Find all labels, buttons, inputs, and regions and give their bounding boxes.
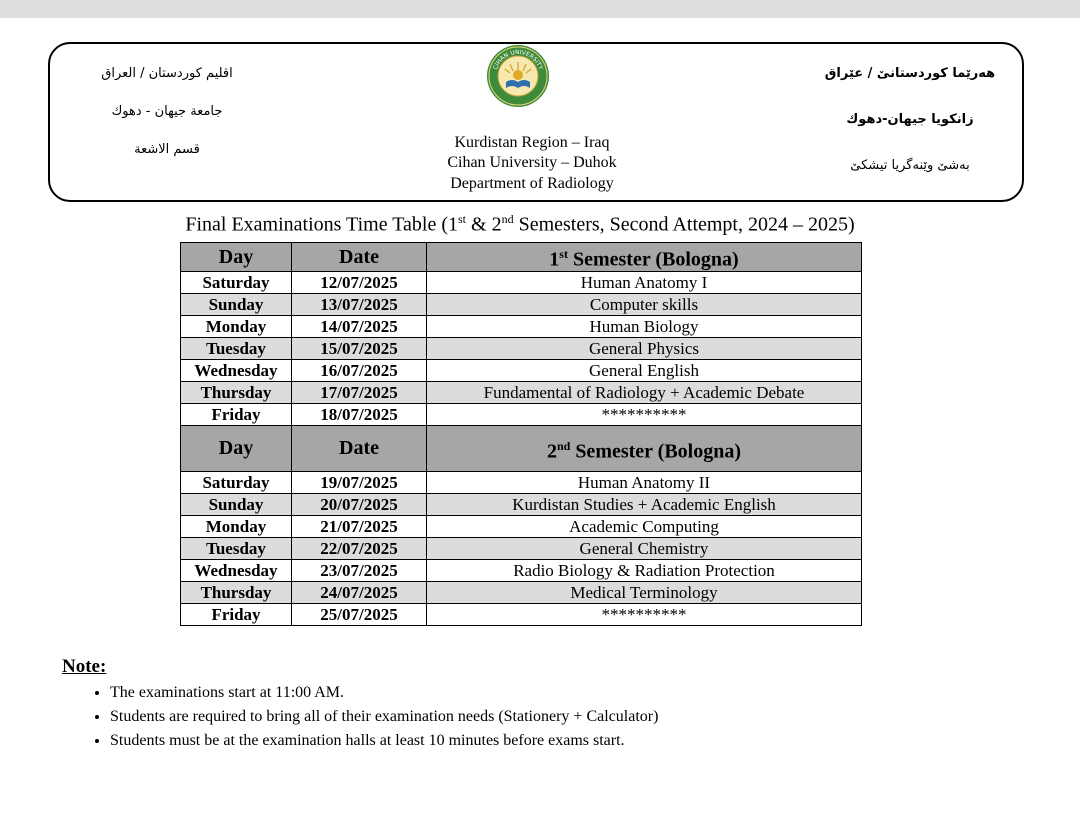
table-row — [181, 582, 862, 604]
date-cell: 19/07/2025 — [292, 472, 427, 494]
date-column-header: Date — [292, 425, 427, 472]
table-row — [181, 516, 862, 538]
date-cell: 13/07/2025 — [292, 293, 427, 315]
table-row — [181, 538, 862, 560]
day-cell: Friday — [181, 604, 292, 626]
day-cell: Monday — [181, 516, 292, 538]
subject-cell: ********** — [427, 604, 862, 626]
kurdish-university: زانکویا جیهان-دهوك — [846, 112, 974, 127]
subject-cell: Academic Computing — [427, 516, 862, 538]
day-cell: Tuesday — [181, 538, 292, 560]
date-cell: 15/07/2025 — [292, 337, 427, 359]
table-row — [181, 604, 862, 626]
table-row — [181, 315, 862, 337]
semester1-header: 1st Semester (Bologna) — [427, 243, 862, 272]
english-university: Cihan University – Duhok — [447, 154, 617, 171]
date-cell: 18/07/2025 — [292, 403, 427, 425]
note-title: Note: — [62, 656, 107, 677]
logo-text: CIHAN UNIVERSITY — [492, 48, 544, 71]
date-cell: 22/07/2025 — [292, 538, 427, 560]
day-cell: Tuesday — [181, 337, 292, 359]
date-cell: 12/07/2025 — [292, 271, 427, 293]
day-cell: Saturday — [181, 271, 292, 293]
subject-cell: Kurdistan Studies + Academic English — [427, 494, 862, 516]
semester2-header: 2nd Semester (Bologna) — [427, 425, 862, 472]
kurdish-region: هەرێما کوردستانێ / عێراق — [824, 66, 996, 81]
day-cell: Thursday — [181, 381, 292, 403]
subject-cell: General English — [427, 359, 862, 381]
note-item: • The examinations start at 11:00 AM. — [110, 684, 1010, 702]
table-row — [181, 472, 862, 494]
date-cell: 21/07/2025 — [292, 516, 427, 538]
subject-cell: Human Anatomy II — [427, 472, 862, 494]
date-cell: 24/07/2025 — [292, 582, 427, 604]
top-bar — [0, 0, 1080, 18]
day-column-header: Day — [181, 243, 292, 272]
subject-cell: Human Biology — [427, 315, 862, 337]
note-item: • Students are required to bring all of their examination needs (Stationery + Calculator) — [110, 708, 1010, 726]
subject-cell: Computer skills — [427, 293, 862, 315]
day-cell: Wednesday — [181, 359, 292, 381]
kurdish-department: بەشێ وێنەگریا تیشکێ — [850, 158, 970, 173]
date-cell: 23/07/2025 — [292, 560, 427, 582]
arabic-department: قسم الاشعة — [134, 142, 200, 157]
table-row — [181, 337, 862, 359]
day-cell: Monday — [181, 315, 292, 337]
day-cell: Sunday — [181, 293, 292, 315]
table-row — [181, 271, 862, 293]
arabic-university: جامعة جيهان - دهوك — [111, 104, 223, 119]
date-column-header: Date — [292, 243, 427, 272]
semester1-header-row — [181, 243, 862, 272]
date-cell: 14/07/2025 — [292, 315, 427, 337]
english-region: Kurdistan Region – Iraq — [454, 134, 610, 151]
subject-cell: Radio Biology & Radiation Protection — [427, 560, 862, 582]
table-row — [181, 381, 862, 403]
date-cell: 20/07/2025 — [292, 494, 427, 516]
day-cell: Friday — [181, 403, 292, 425]
semester2-header-row — [181, 425, 862, 472]
cihan-university-seal-icon — [486, 44, 550, 108]
notes-list — [88, 684, 1010, 756]
day-cell: Thursday — [181, 582, 292, 604]
table-row — [181, 293, 862, 315]
subject-cell: General Chemistry — [427, 538, 862, 560]
english-department: Department of Radiology — [450, 175, 614, 192]
subject-cell: ********** — [427, 403, 862, 425]
day-cell: Wednesday — [181, 560, 292, 582]
table-row — [181, 494, 862, 516]
subject-cell: Fundamental of Radiology + Academic Debate — [427, 381, 862, 403]
table-row — [181, 560, 862, 582]
date-cell: 25/07/2025 — [292, 604, 427, 626]
date-cell: 17/07/2025 — [292, 381, 427, 403]
arabic-region: اقليم كوردستان / العراق — [101, 66, 233, 81]
note-item: • Students must be at the examination halls at least 10 minutes before exams start. — [110, 732, 1010, 750]
day-cell: Sunday — [181, 494, 292, 516]
day-cell: Saturday — [181, 472, 292, 494]
date-cell: 16/07/2025 — [292, 359, 427, 381]
page-title: Final Examinations Time Table (1st & 2nd Semesters, Second Attempt, 2024 – 2025) — [185, 212, 855, 236]
exam-timetable — [180, 242, 862, 626]
table-row — [181, 403, 862, 425]
subject-cell: Human Anatomy I — [427, 271, 862, 293]
subject-cell: Medical Terminology — [427, 582, 862, 604]
day-column-header: Day — [181, 425, 292, 472]
subject-cell: General Physics — [427, 337, 862, 359]
table-row — [181, 359, 862, 381]
